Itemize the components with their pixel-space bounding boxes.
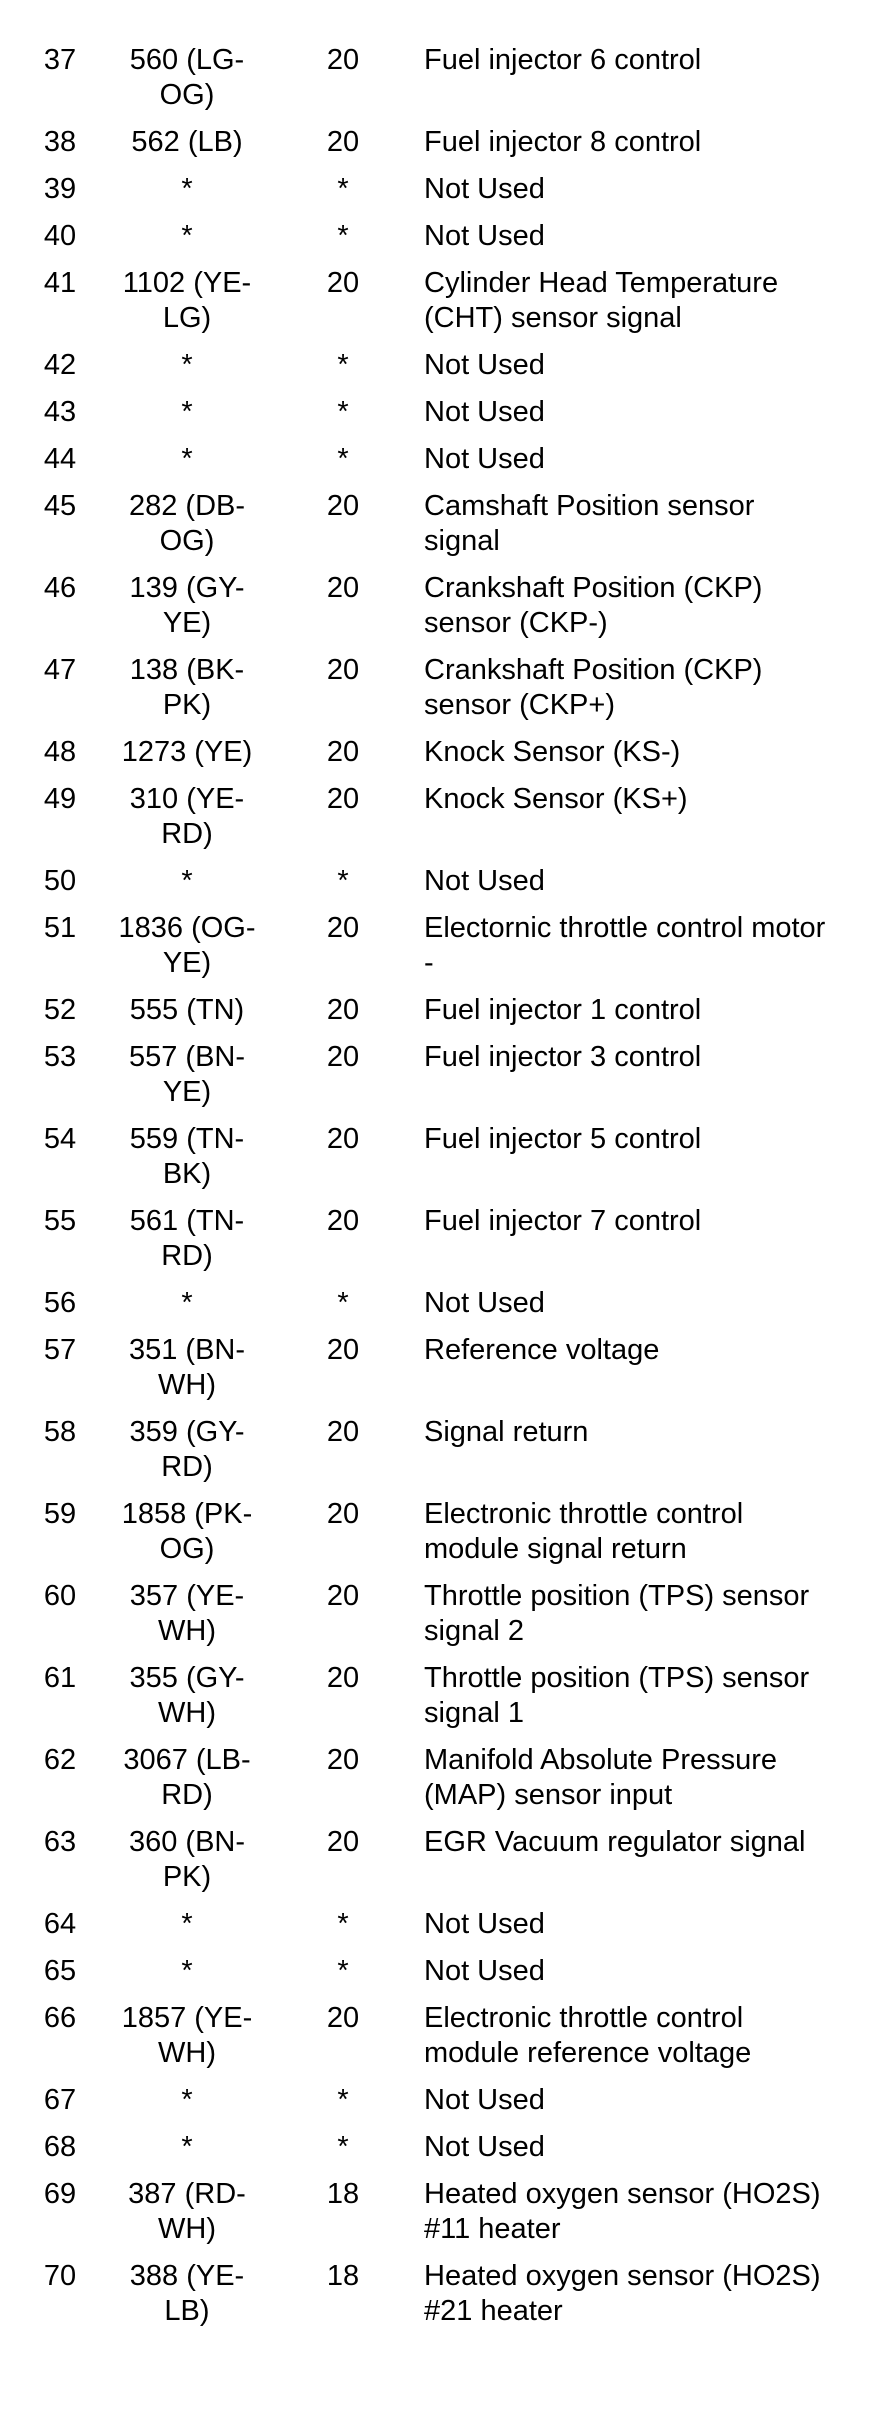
wire-gauge: 20 <box>326 783 360 815</box>
pin-number: 64 <box>43 1908 77 1940</box>
wire-gauge: * <box>337 1908 349 1940</box>
pin-number: 44 <box>43 443 77 475</box>
circuit-id: 387 (RD- WH) <box>128 2178 246 2245</box>
circuit-id: 310 (YE- RD) <box>129 783 245 850</box>
circuit-id: 3067 (LB- RD) <box>123 1744 251 1811</box>
table-row <box>0 442 896 489</box>
pin-description: Electornic throttle control motor - <box>424 912 826 979</box>
pin-description: Fuel injector 3 control <box>424 1041 702 1073</box>
table-row <box>0 395 896 442</box>
table-row <box>0 993 896 1040</box>
table-row <box>0 2259 896 2341</box>
wire-gauge: 20 <box>326 572 360 604</box>
wire-gauge: * <box>337 865 349 897</box>
circuit-id: * <box>181 2131 193 2163</box>
pin-number: 56 <box>43 1287 77 1319</box>
pin-number: 52 <box>43 994 77 1026</box>
table-row <box>0 2001 896 2083</box>
pin-description: Manifold Absolute Pressure (MAP) sensor input <box>424 1744 778 1811</box>
table-row <box>0 1907 896 1954</box>
wire-gauge: 20 <box>326 126 360 158</box>
circuit-id: 1273 (YE) <box>121 736 253 768</box>
wire-gauge: 20 <box>326 994 360 1026</box>
pin-description: Heated oxygen sensor (HO2S) #21 heater <box>424 2260 821 2327</box>
circuit-id: 561 (TN- RD) <box>129 1205 245 1272</box>
circuit-id: 351 (BN- WH) <box>128 1334 246 1401</box>
circuit-id: * <box>181 1955 193 1987</box>
pin-number: 69 <box>43 2178 77 2210</box>
wire-gauge: 20 <box>326 736 360 768</box>
circuit-id: 360 (BN- PK) <box>128 1826 246 1893</box>
circuit-id: 357 (YE- WH) <box>129 1580 245 1647</box>
pin-number: 46 <box>43 572 77 604</box>
wire-gauge: * <box>337 443 349 475</box>
table-row <box>0 489 896 571</box>
circuit-id: 282 (DB- OG) <box>128 490 246 557</box>
circuit-id: 138 (BK- PK) <box>129 654 245 721</box>
wire-gauge: 20 <box>326 1580 360 1612</box>
pin-number: 61 <box>43 1662 77 1694</box>
pin-description: Not Used <box>424 349 545 381</box>
wire-gauge: * <box>337 396 349 428</box>
pin-description: Not Used <box>424 396 545 428</box>
circuit-id: 560 (LG- OG) <box>129 44 245 111</box>
wire-gauge: 20 <box>326 1334 360 1366</box>
wire-gauge: 20 <box>326 1662 360 1694</box>
pin-number: 40 <box>43 220 77 252</box>
pin-number: 43 <box>43 396 77 428</box>
pin-description: Not Used <box>424 1908 545 1940</box>
pin-description: Electronic throttle control module reference voltage <box>424 2002 752 2069</box>
wire-gauge: * <box>337 2131 349 2163</box>
pin-number: 62 <box>43 1744 77 1776</box>
table-row <box>0 1743 896 1825</box>
table-row <box>0 266 896 348</box>
circuit-id: * <box>181 1908 193 1940</box>
pin-number: 65 <box>43 1955 77 1987</box>
circuit-id: 555 (TN) <box>129 994 245 1026</box>
pin-description: Crankshaft Position (CKP) sensor (CKP+) <box>424 654 763 721</box>
pin-number: 60 <box>43 1580 77 1612</box>
pin-number: 63 <box>43 1826 77 1858</box>
pin-description: Fuel injector 6 control <box>424 44 702 76</box>
circuit-id: 355 (GY- WH) <box>129 1662 245 1729</box>
wire-gauge: 20 <box>326 1041 360 1073</box>
table-row <box>0 2083 896 2130</box>
pin-number: 47 <box>43 654 77 686</box>
wire-gauge: 20 <box>326 654 360 686</box>
pin-number: 59 <box>43 1498 77 1530</box>
circuit-id: 559 (TN- BK) <box>129 1123 245 1190</box>
circuit-id: * <box>181 349 193 381</box>
table-row <box>0 2177 896 2259</box>
circuit-id: * <box>181 173 193 205</box>
pin-number: 55 <box>43 1205 77 1237</box>
pin-number: 67 <box>43 2084 77 2116</box>
wire-gauge: 20 <box>326 490 360 522</box>
circuit-id: * <box>181 220 193 252</box>
pin-description: Reference voltage <box>424 1334 660 1366</box>
table-row <box>0 1333 896 1415</box>
wire-gauge: 20 <box>326 2002 360 2034</box>
pin-description: Cylinder Head Temperature (CHT) sensor signal <box>424 267 779 334</box>
circuit-id: 1836 (OG- YE) <box>118 912 256 979</box>
pin-description: EGR Vacuum regulator signal <box>424 1826 806 1858</box>
circuit-id: 1858 (PK- OG) <box>121 1498 253 1565</box>
circuit-id: 557 (BN- YE) <box>128 1041 246 1108</box>
table-row <box>0 172 896 219</box>
wire-gauge: 20 <box>326 1123 360 1155</box>
wire-gauge: 20 <box>326 44 360 76</box>
pin-description: Not Used <box>424 865 545 897</box>
table-row <box>0 2130 896 2177</box>
pin-description: Not Used <box>424 1955 545 1987</box>
circuit-id: 1857 (YE- WH) <box>121 2002 253 2069</box>
pin-description: Throttle position (TPS) sensor signal 1 <box>424 1662 810 1729</box>
pin-number: 70 <box>43 2260 77 2292</box>
pin-description: Not Used <box>424 1287 545 1319</box>
pin-description: Throttle position (TPS) sensor signal 2 <box>424 1580 810 1647</box>
circuit-id: 359 (GY- RD) <box>129 1416 245 1483</box>
wire-gauge: * <box>337 1955 349 1987</box>
circuit-id: 1102 (YE- LG) <box>122 267 252 334</box>
table-row <box>0 1579 896 1661</box>
pin-description: Not Used <box>424 173 545 205</box>
wire-gauge: 20 <box>326 1826 360 1858</box>
pin-number: 39 <box>43 173 77 205</box>
wire-gauge: 20 <box>326 912 360 944</box>
pin-description: Fuel injector 7 control <box>424 1205 702 1237</box>
pin-number: 57 <box>43 1334 77 1366</box>
wire-gauge: * <box>337 2084 349 2116</box>
wire-gauge: 18 <box>326 2260 360 2292</box>
table-row <box>0 864 896 911</box>
pin-description: Fuel injector 5 control <box>424 1123 702 1155</box>
pin-number: 58 <box>43 1416 77 1448</box>
table-row <box>0 1040 896 1122</box>
table-row <box>0 571 896 653</box>
table-row <box>0 1497 896 1579</box>
table-row <box>0 735 896 782</box>
pin-number: 45 <box>43 490 77 522</box>
pin-number: 38 <box>43 126 77 158</box>
pin-number: 41 <box>43 267 77 299</box>
pin-description: Electronic throttle control module signal return <box>424 1498 744 1565</box>
pin-description: Knock Sensor (KS-) <box>424 736 681 768</box>
circuit-id: * <box>181 2084 193 2116</box>
wire-gauge: * <box>337 1287 349 1319</box>
pin-description: Fuel injector 8 control <box>424 126 702 158</box>
pin-number: 51 <box>43 912 77 944</box>
wire-gauge: 20 <box>326 1416 360 1448</box>
pin-number: 54 <box>43 1123 77 1155</box>
pin-description: Not Used <box>424 220 545 252</box>
pin-description: Not Used <box>424 2084 545 2116</box>
wire-gauge: 18 <box>326 2178 360 2210</box>
wire-gauge: 20 <box>326 1498 360 1530</box>
pin-description: Not Used <box>424 2131 545 2163</box>
pin-number: 42 <box>43 349 77 381</box>
table-row <box>0 1122 896 1204</box>
pin-description: Signal return <box>424 1416 589 1448</box>
table-row <box>0 1954 896 2001</box>
circuit-id: * <box>181 1287 193 1319</box>
table-row <box>0 1825 896 1907</box>
pin-description: Knock Sensor (KS+) <box>424 783 688 815</box>
table-row <box>0 219 896 266</box>
table-row <box>0 1286 896 1333</box>
circuit-id: * <box>181 865 193 897</box>
pin-number: 66 <box>43 2002 77 2034</box>
pinout-table <box>0 43 896 2341</box>
pin-number: 48 <box>43 736 77 768</box>
pin-description: Not Used <box>424 443 545 475</box>
table-row <box>0 1204 896 1286</box>
wire-gauge: * <box>337 173 349 205</box>
table-row <box>0 1415 896 1497</box>
pin-number: 68 <box>43 2131 77 2163</box>
wire-gauge: 20 <box>326 1744 360 1776</box>
table-row <box>0 43 896 125</box>
pin-number: 37 <box>43 44 77 76</box>
pin-number: 53 <box>43 1041 77 1073</box>
wire-gauge: 20 <box>326 267 360 299</box>
circuit-id: * <box>181 443 193 475</box>
circuit-id: * <box>181 396 193 428</box>
table-row <box>0 125 896 172</box>
table-row <box>0 911 896 993</box>
pin-description: Crankshaft Position (CKP) sensor (CKP-) <box>424 572 763 639</box>
table-row <box>0 782 896 864</box>
pin-description: Camshaft Position sensor signal <box>424 490 755 557</box>
wire-gauge: * <box>337 220 349 252</box>
pin-number: 50 <box>43 865 77 897</box>
circuit-id: 562 (LB) <box>131 126 243 158</box>
table-row <box>0 1661 896 1743</box>
pin-description: Heated oxygen sensor (HO2S) #11 heater <box>424 2178 821 2245</box>
table-row <box>0 653 896 735</box>
wire-gauge: 20 <box>326 1205 360 1237</box>
circuit-id: 139 (GY- YE) <box>129 572 245 639</box>
pin-description: Fuel injector 1 control <box>424 994 702 1026</box>
circuit-id: 388 (YE- LB) <box>129 2260 245 2327</box>
wire-gauge: * <box>337 349 349 381</box>
pin-number: 49 <box>43 783 77 815</box>
table-row <box>0 348 896 395</box>
